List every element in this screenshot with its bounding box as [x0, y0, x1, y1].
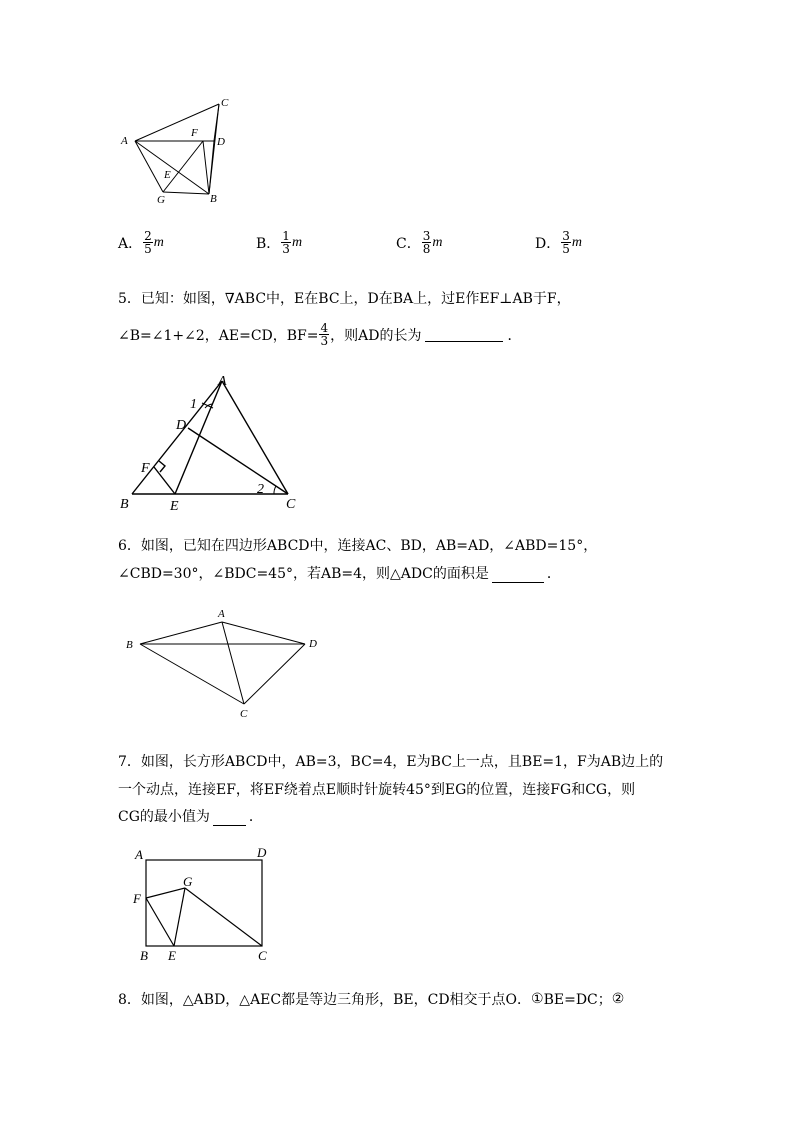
label-g: G — [183, 874, 193, 889]
side-ac — [222, 381, 288, 494]
side-ba — [132, 381, 222, 494]
right-angle-mark — [159, 461, 165, 472]
segment-ac — [222, 622, 244, 704]
segment-gf — [163, 141, 203, 192]
q8-line1: 8．如图，△ABD，△AEC都是等边三角形，BE，CD相交于点O． ① BE=DC； ② — [118, 991, 625, 1008]
label-e: E — [170, 499, 179, 514]
angle-2-arc — [274, 486, 276, 494]
label-a: A — [218, 608, 225, 620]
option-c-fraction: $\frac{3}{8}$ — [422, 229, 431, 256]
segment-cb — [209, 104, 219, 194]
option-d-fraction: $\frac{3}{5}$ — [562, 229, 570, 256]
label-c: C — [286, 497, 296, 512]
option-b-fraction: $\frac{1}{3}$ — [282, 229, 290, 256]
circled-number-2: ② — [611, 991, 625, 1007]
segment-gb — [163, 192, 209, 194]
segment-fb — [203, 141, 209, 194]
label-e: E — [164, 169, 171, 181]
label-f: F — [133, 891, 141, 906]
label-d: D — [309, 638, 317, 650]
q7-answer-blank[interactable] — [213, 811, 246, 826]
q6-figure — [118, 604, 333, 724]
q7-line3: CG的最小值为 ． — [118, 809, 263, 825]
label-f: F — [191, 127, 198, 139]
segment-ae — [175, 381, 222, 494]
q7-line1: 7．如图，长方形ABCD中，AB=3，BC=4，E为BC上一点，且BE=1，F为AB边上的 — [118, 754, 664, 770]
segment-ac — [135, 104, 219, 141]
label-b: B — [140, 948, 148, 963]
q6-line1: 6．如图，已知在四边形ABCD中，连接AC、BD，AB=AD，∠ABD=15°， — [118, 538, 598, 554]
label-d: D — [257, 845, 267, 860]
label-b: B — [120, 497, 129, 512]
label-b: B — [126, 639, 133, 651]
option-d[interactable]: D． $\frac{3}{5}$ m — [535, 229, 582, 256]
label-a: A — [135, 847, 143, 862]
segment-dc — [188, 428, 288, 494]
option-b[interactable]: B． $\frac{1}{3}$ m — [256, 229, 303, 256]
q7-figure — [126, 842, 276, 968]
q5-fraction: $\frac{4}{3}$ — [320, 321, 329, 348]
option-a[interactable]: A． $\frac{2}{5}$ m — [118, 229, 164, 256]
q6-line2: ∠CBD=30°，∠BDC=45°，若AB=4，则△ADC的面积是 ． — [118, 566, 561, 582]
label-c: C — [221, 97, 229, 109]
label-angle-2: 2 — [257, 482, 264, 497]
segment-gc — [185, 888, 262, 946]
q5-line2: ∠B=∠1+∠2，AE=CD，BF= $\frac{4}{3}$ ，则AD的长为 ． — [118, 321, 522, 348]
segment-fe — [146, 898, 174, 946]
label-a: A — [121, 135, 128, 147]
segment-ef — [154, 467, 175, 494]
segment-dc — [244, 644, 305, 704]
segment-ab — [135, 141, 209, 194]
label-c: C — [240, 708, 248, 720]
segment-ag — [135, 141, 163, 192]
label-g: G — [157, 194, 165, 206]
label-a: A — [218, 374, 227, 389]
q6-answer-blank[interactable] — [492, 568, 544, 583]
label-d: D — [217, 136, 225, 148]
segment-eg — [174, 888, 185, 946]
circled-number-1: ① — [531, 991, 544, 1007]
q4-figure — [115, 92, 245, 212]
option-c[interactable]: C． $\frac{3}{8}$ m — [396, 229, 443, 256]
option-a-fraction: $\frac{2}{5}$ — [144, 229, 152, 256]
label-c: C — [258, 948, 267, 963]
segment-fg — [146, 888, 185, 898]
q5-line1: 5．已知：如图，∇ABC中，E在BC上，D在BA上，过E作EF⊥AB于F， — [118, 291, 571, 307]
segment-bc — [140, 644, 244, 704]
q5-answer-blank[interactable] — [425, 327, 503, 342]
label-angle-1: 1 — [190, 397, 197, 412]
q7-line2: 一个动点，连接EF，将EF绕着点E顺时针旋转45°到EG的位置，连接FG和CG，则 — [118, 782, 636, 798]
segment-ad — [222, 622, 305, 644]
segment-ba — [140, 622, 222, 644]
q5-figure — [112, 368, 312, 514]
label-d: D — [176, 418, 187, 433]
label-b: B — [210, 193, 217, 205]
label-f: F — [141, 461, 150, 476]
label-e: E — [168, 948, 176, 963]
